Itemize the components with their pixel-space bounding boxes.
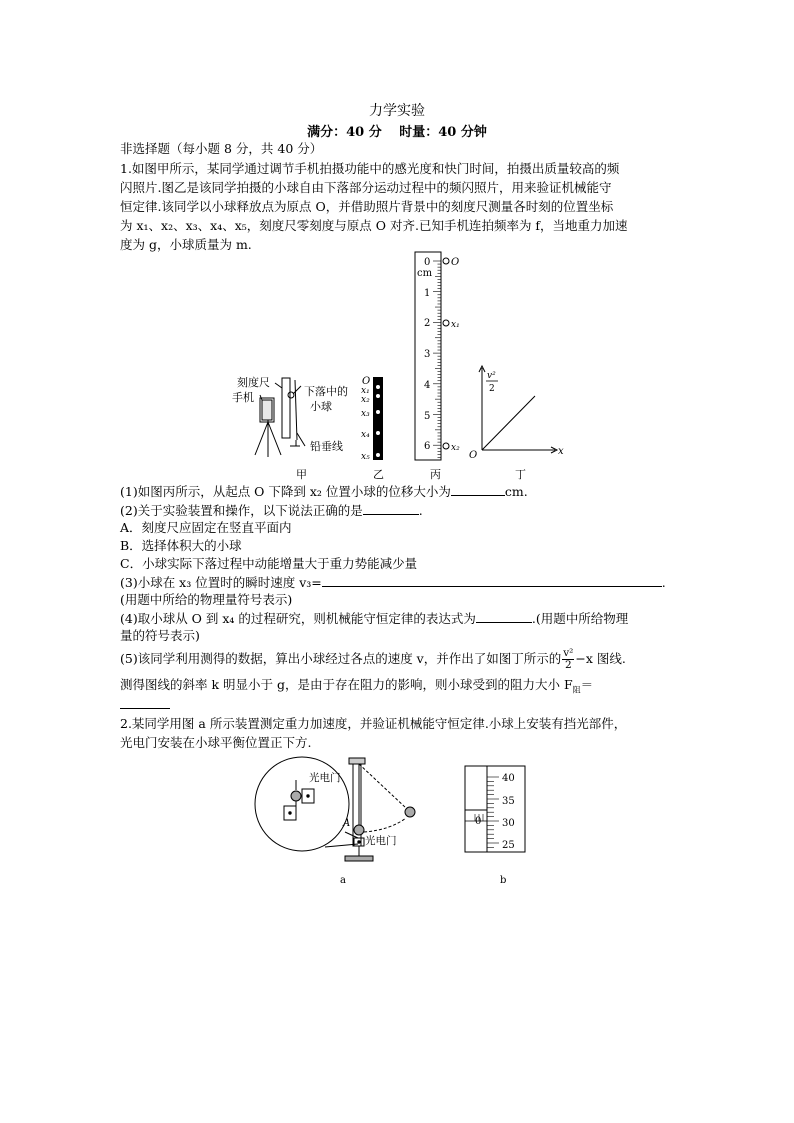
q1-line-1: 1.如图甲所示，某同学通过调节手机拍摄功能中的感光度和快门时间，拍摄出质量较高的频: [120, 161, 620, 176]
strip-label-x5: x₅: [361, 452, 370, 462]
q1-sub-5-line-3: [120, 696, 170, 713]
micrometer-ticks: [465, 777, 499, 847]
exam-meta: 满分：40 分 时量：40 分钟: [307, 125, 487, 140]
label-plumb: 铅垂线: [310, 440, 343, 453]
caption-yi: 乙: [373, 468, 384, 481]
graph-y-num: v²: [487, 371, 496, 381]
label-gate-inset: 光电门: [309, 772, 341, 784]
ruler-ticks: [433, 261, 441, 457]
strip-label-o: O: [362, 376, 371, 387]
ruler-tick-1: 1: [424, 288, 431, 299]
q1-sub-5: (5)该同学利用测得的数据，算出小球经过各点的速度 v，并作出了如图丁所示的 $\frac{\text{v²}}{2}$ −x 图线.: [120, 647, 626, 671]
caption-jia: 甲: [296, 468, 307, 481]
answer-blank-2[interactable]: [363, 502, 419, 515]
answer-blank-3[interactable]: [322, 574, 662, 587]
q1-figures: [225, 250, 575, 485]
scale-40: 40: [502, 773, 515, 784]
q1-sub-5-line-2: 测得图线的斜率 k 明显小于 g，是由于存在阻力的影响，则小球受到的阻力大小 $F_阻=$: [120, 677, 594, 695]
ruler-tick-0: 0: [424, 257, 431, 268]
scale-30: 30: [502, 818, 515, 829]
graph-origin: O: [469, 450, 478, 461]
answer-blank-1[interactable]: [451, 483, 505, 496]
strip-label-x4: x₄: [361, 430, 370, 440]
ruler-tick-2: 2: [424, 318, 431, 329]
label-phone: 手机: [232, 391, 254, 404]
strip-label-x1: x₁: [361, 386, 370, 396]
section-heading: 非选择题（每小题 8 分，共 40 分）: [120, 141, 323, 156]
ruler-tick-6: 6: [424, 441, 431, 452]
label-gate: 光电门: [365, 835, 397, 847]
ruler-tick-5: 5: [424, 411, 431, 422]
scale-zero: 0: [475, 816, 482, 827]
graph-x-label: x: [558, 446, 564, 457]
ruler-label-x2: x₂: [451, 443, 460, 453]
q1-sub-3-note: (用题中所给的物理量符号表示): [120, 592, 293, 607]
scale-35: 35: [502, 796, 515, 807]
figure-jia: [255, 378, 305, 457]
answer-blank-5[interactable]: [120, 696, 170, 709]
label-ball-2: 小球: [310, 400, 332, 413]
caption-bing: 丙: [430, 468, 441, 481]
q1-line-2: 闪照片.图乙是该同学拍摄的小球自由下落部分运动过程中的频闪照片，用来验证机械能守: [120, 180, 612, 195]
q1-sub-4: (4)取小球从 O 到 x₄ 的过程研究，则机械能守恒定律的表达式为 .(用题中所给物理: [120, 611, 629, 626]
label-point-a: A: [343, 818, 351, 829]
label-ball-1: 下落中的: [304, 385, 348, 398]
caption-ding: 丁: [515, 468, 526, 481]
figure-bing: [415, 252, 449, 460]
option-a: A．刻度尺应固定在竖直平面内: [120, 520, 292, 535]
ruler-label-o: O: [451, 257, 460, 268]
graph-y-den: 2: [489, 384, 495, 394]
q1-sub-4-note: 量的符号表示): [120, 628, 200, 643]
caption-a: a: [340, 875, 346, 886]
q1-line-4: 为 x₁、x₂、x₃、x₄、x₅，刻度尺零刻度与原点 O 对齐.已知手机连拍频率为 f，当地重力加速: [120, 218, 628, 233]
figure-yi: [373, 377, 383, 460]
q1-sub-2: (2)关于实验装置和操作，以下说法正确的是 .: [120, 503, 423, 518]
answer-blank-4[interactable]: [476, 610, 532, 623]
ruler-unit: cm: [417, 268, 433, 279]
q1-sub-3: (3)小球在 x₃ 位置时的瞬时速度 v₃= .: [120, 575, 666, 590]
q1-sub-1: (1)如图丙所示，从起点 O 下降到 x₂ 位置小球的位移大小为 cm.: [120, 484, 528, 499]
ruler-tick-4: 4: [424, 380, 431, 391]
q2-line-1: 2.某同学用图 a 所示装置测定重力加速度，并验证机械能守恒定律.小球上安装有挡光部件，: [120, 716, 627, 731]
q2-figures: [250, 752, 540, 892]
q1-line-5: 度为 g，小球质量为 m.: [120, 237, 252, 252]
ruler-label-x1: x₁: [451, 320, 460, 330]
strip-label-x3: x₃: [361, 409, 370, 419]
q1-line-3: 恒定律.该同学以小球释放点为原点 O，并借助照片背景中的刻度尺测量各时刻的位置坐标: [120, 199, 614, 214]
label-ruler: 刻度尺: [237, 376, 270, 389]
strip-label-x2: x₂: [361, 395, 370, 405]
option-b: B．选择体积大的小球: [120, 538, 242, 553]
ruler-tick-3: 3: [424, 349, 431, 360]
scale-25: 25: [502, 840, 515, 851]
page-title: 力学实验: [369, 103, 425, 119]
caption-b: b: [500, 875, 507, 886]
option-c: C．小球实际下落过程中动能增量大于重力势能减少量: [120, 556, 418, 571]
q2-line-2: 光电门安装在小球平衡位置正下方.: [120, 735, 312, 750]
fraction-v2-over-2: $\frac{\text{v²}}{2}$: [563, 647, 574, 671]
